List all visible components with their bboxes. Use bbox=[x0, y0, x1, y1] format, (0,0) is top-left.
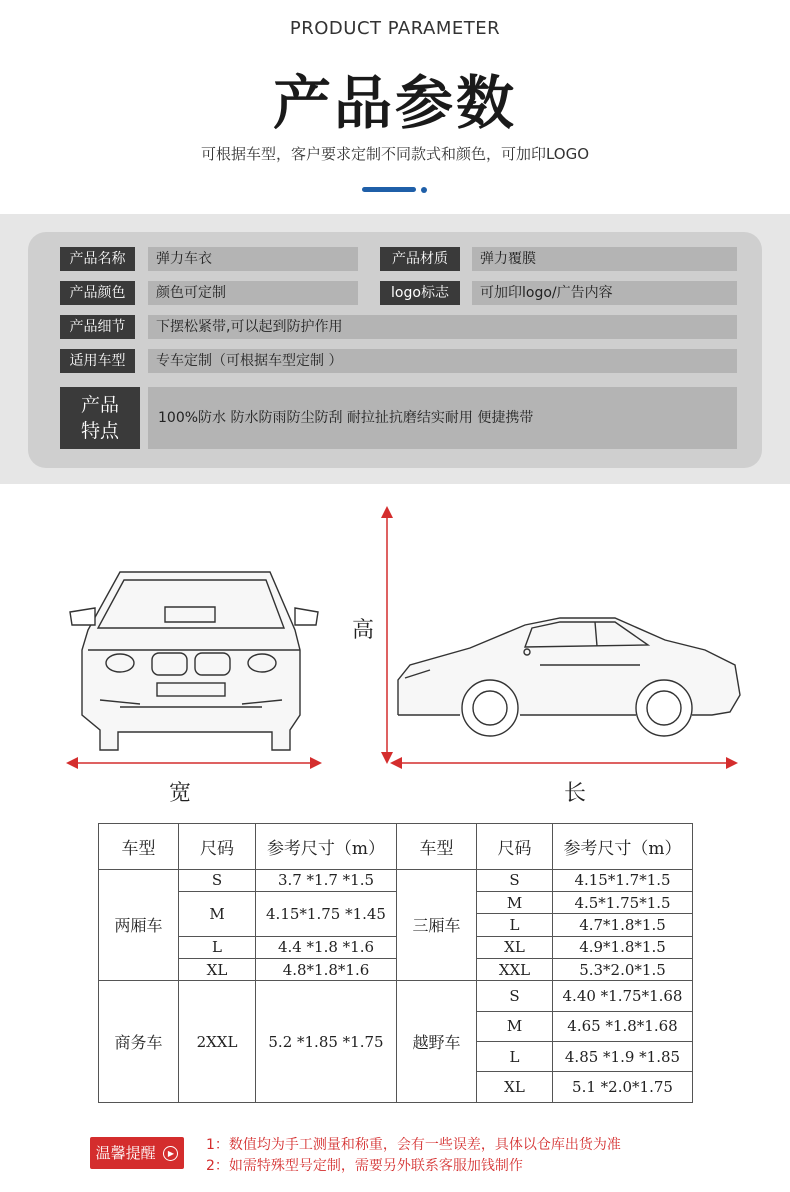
param-feature-label-line2: 特点 bbox=[80, 420, 119, 442]
header-subtitle: 可根据车型，客户要求定制不同款式和颜色，可加印LOGO bbox=[200, 145, 590, 163]
param-color-value: 颜色可定制 bbox=[148, 281, 358, 305]
dim-cell: 4.5*1.75*1.5 bbox=[553, 891, 693, 913]
size-cell: S bbox=[477, 869, 553, 891]
height-label: 高 bbox=[352, 618, 375, 643]
size-cell: L bbox=[477, 1042, 553, 1072]
group-name: 两厢车 bbox=[99, 869, 179, 981]
header-cell: 车型 bbox=[397, 824, 477, 870]
dim-cell: 5.2 *1.85 *1.75 bbox=[256, 981, 397, 1103]
size-cell: S bbox=[477, 981, 553, 1011]
notice-badge bbox=[90, 1137, 184, 1169]
dim-cell: 4.7*1.8*1.5 bbox=[553, 914, 693, 936]
dim-cell: 4.15*1.7*1.5 bbox=[553, 869, 693, 891]
group-name: 越野车 bbox=[397, 981, 477, 1103]
param-feature-label-line1: 产品 bbox=[80, 394, 119, 416]
car-side-view bbox=[398, 618, 740, 736]
table-row bbox=[99, 936, 693, 958]
param-name-label: 产品名称 bbox=[60, 247, 135, 271]
dim-cell: 4.15*1.75 *1.45 bbox=[256, 891, 397, 936]
notice-line-1: 1：数值均为手工测量和称重，会有一些误差，具体以仓库出货为准 bbox=[206, 1137, 621, 1153]
dim-cell: 4.9*1.8*1.5 bbox=[553, 936, 693, 958]
size-cell: XXL bbox=[477, 958, 553, 980]
size-cell: XL bbox=[477, 1072, 553, 1103]
table-row bbox=[99, 958, 693, 980]
header-cell: 车型 bbox=[99, 824, 179, 870]
dim-cell: 4.40 *1.75*1.68 bbox=[553, 981, 693, 1011]
notice-badge-label: 温馨提醒 bbox=[95, 1144, 156, 1162]
size-cell: S bbox=[179, 869, 256, 891]
size-cell: L bbox=[477, 914, 553, 936]
param-model-value: 专车定制（可根据车型定制 ） bbox=[148, 349, 737, 373]
notice-line-2: 2：如需特殊型号定制，需要另外联系客服加钱制作 bbox=[206, 1158, 523, 1174]
param-detail-value: 下摆松紧带,可以起到防护作用 bbox=[148, 315, 737, 339]
size-cell: L bbox=[179, 936, 256, 958]
param-color-label: 产品颜色 bbox=[60, 281, 135, 305]
dim-cell: 5.1 *2.0*1.75 bbox=[553, 1072, 693, 1103]
size-cell: M bbox=[179, 891, 256, 936]
size-cell: M bbox=[477, 891, 553, 913]
table-row bbox=[99, 869, 693, 891]
size-table bbox=[98, 823, 693, 1103]
param-material-label: 产品材质 bbox=[380, 247, 460, 271]
header-cell: 参考尺寸（m） bbox=[553, 824, 693, 870]
table-row bbox=[99, 891, 693, 913]
dim-cell: 5.3*2.0*1.5 bbox=[553, 958, 693, 980]
decorative-dot bbox=[421, 187, 427, 193]
decorative-bar bbox=[362, 187, 416, 192]
param-logo-value: 可加印logo/广告内容 bbox=[472, 281, 737, 305]
table-row bbox=[99, 981, 693, 1011]
width-label: 宽 bbox=[169, 781, 192, 806]
param-model-label: 适用车型 bbox=[60, 349, 135, 373]
header-cell: 尺码 bbox=[477, 824, 553, 870]
table-header-row bbox=[99, 824, 693, 870]
header-cell: 尺码 bbox=[179, 824, 256, 870]
car-front-view bbox=[70, 572, 318, 750]
size-cell: XL bbox=[477, 936, 553, 958]
car-dimension-diagram bbox=[0, 500, 790, 810]
dim-cell: 3.7 *1.7 *1.5 bbox=[256, 869, 397, 891]
dim-cell: 4.65 *1.8*1.68 bbox=[553, 1011, 693, 1041]
arrow-circle-icon: ▶ bbox=[163, 1146, 178, 1161]
dim-cell: 4.85 *1.9 *1.85 bbox=[553, 1042, 693, 1072]
group-name: 三厢车 bbox=[397, 869, 477, 981]
param-logo-label: logo标志 bbox=[380, 281, 460, 305]
param-detail-label: 产品细节 bbox=[60, 315, 135, 339]
size-cell: 2XXL bbox=[179, 981, 256, 1103]
dim-cell: 4.8*1.8*1.6 bbox=[256, 958, 397, 980]
size-cell: M bbox=[477, 1011, 553, 1041]
param-name-value: 弹力车衣 bbox=[148, 247, 358, 271]
param-material-value: 弹力覆膜 bbox=[472, 247, 737, 271]
group-name: 商务车 bbox=[99, 981, 179, 1103]
page-title: 产品参数 bbox=[272, 69, 517, 137]
size-cell: XL bbox=[179, 958, 256, 980]
param-feature-label bbox=[60, 387, 140, 449]
dim-cell: 4.4 *1.8 *1.6 bbox=[256, 936, 397, 958]
length-label: 长 bbox=[564, 781, 587, 806]
param-feature-value: 100%防水 防水防雨防尘防刮 耐拉扯抗磨结实耐用 便捷携带 bbox=[148, 387, 737, 449]
header-en-title: PRODUCT PARAMETER bbox=[289, 18, 501, 39]
header-cell: 参考尺寸（m） bbox=[256, 824, 397, 870]
